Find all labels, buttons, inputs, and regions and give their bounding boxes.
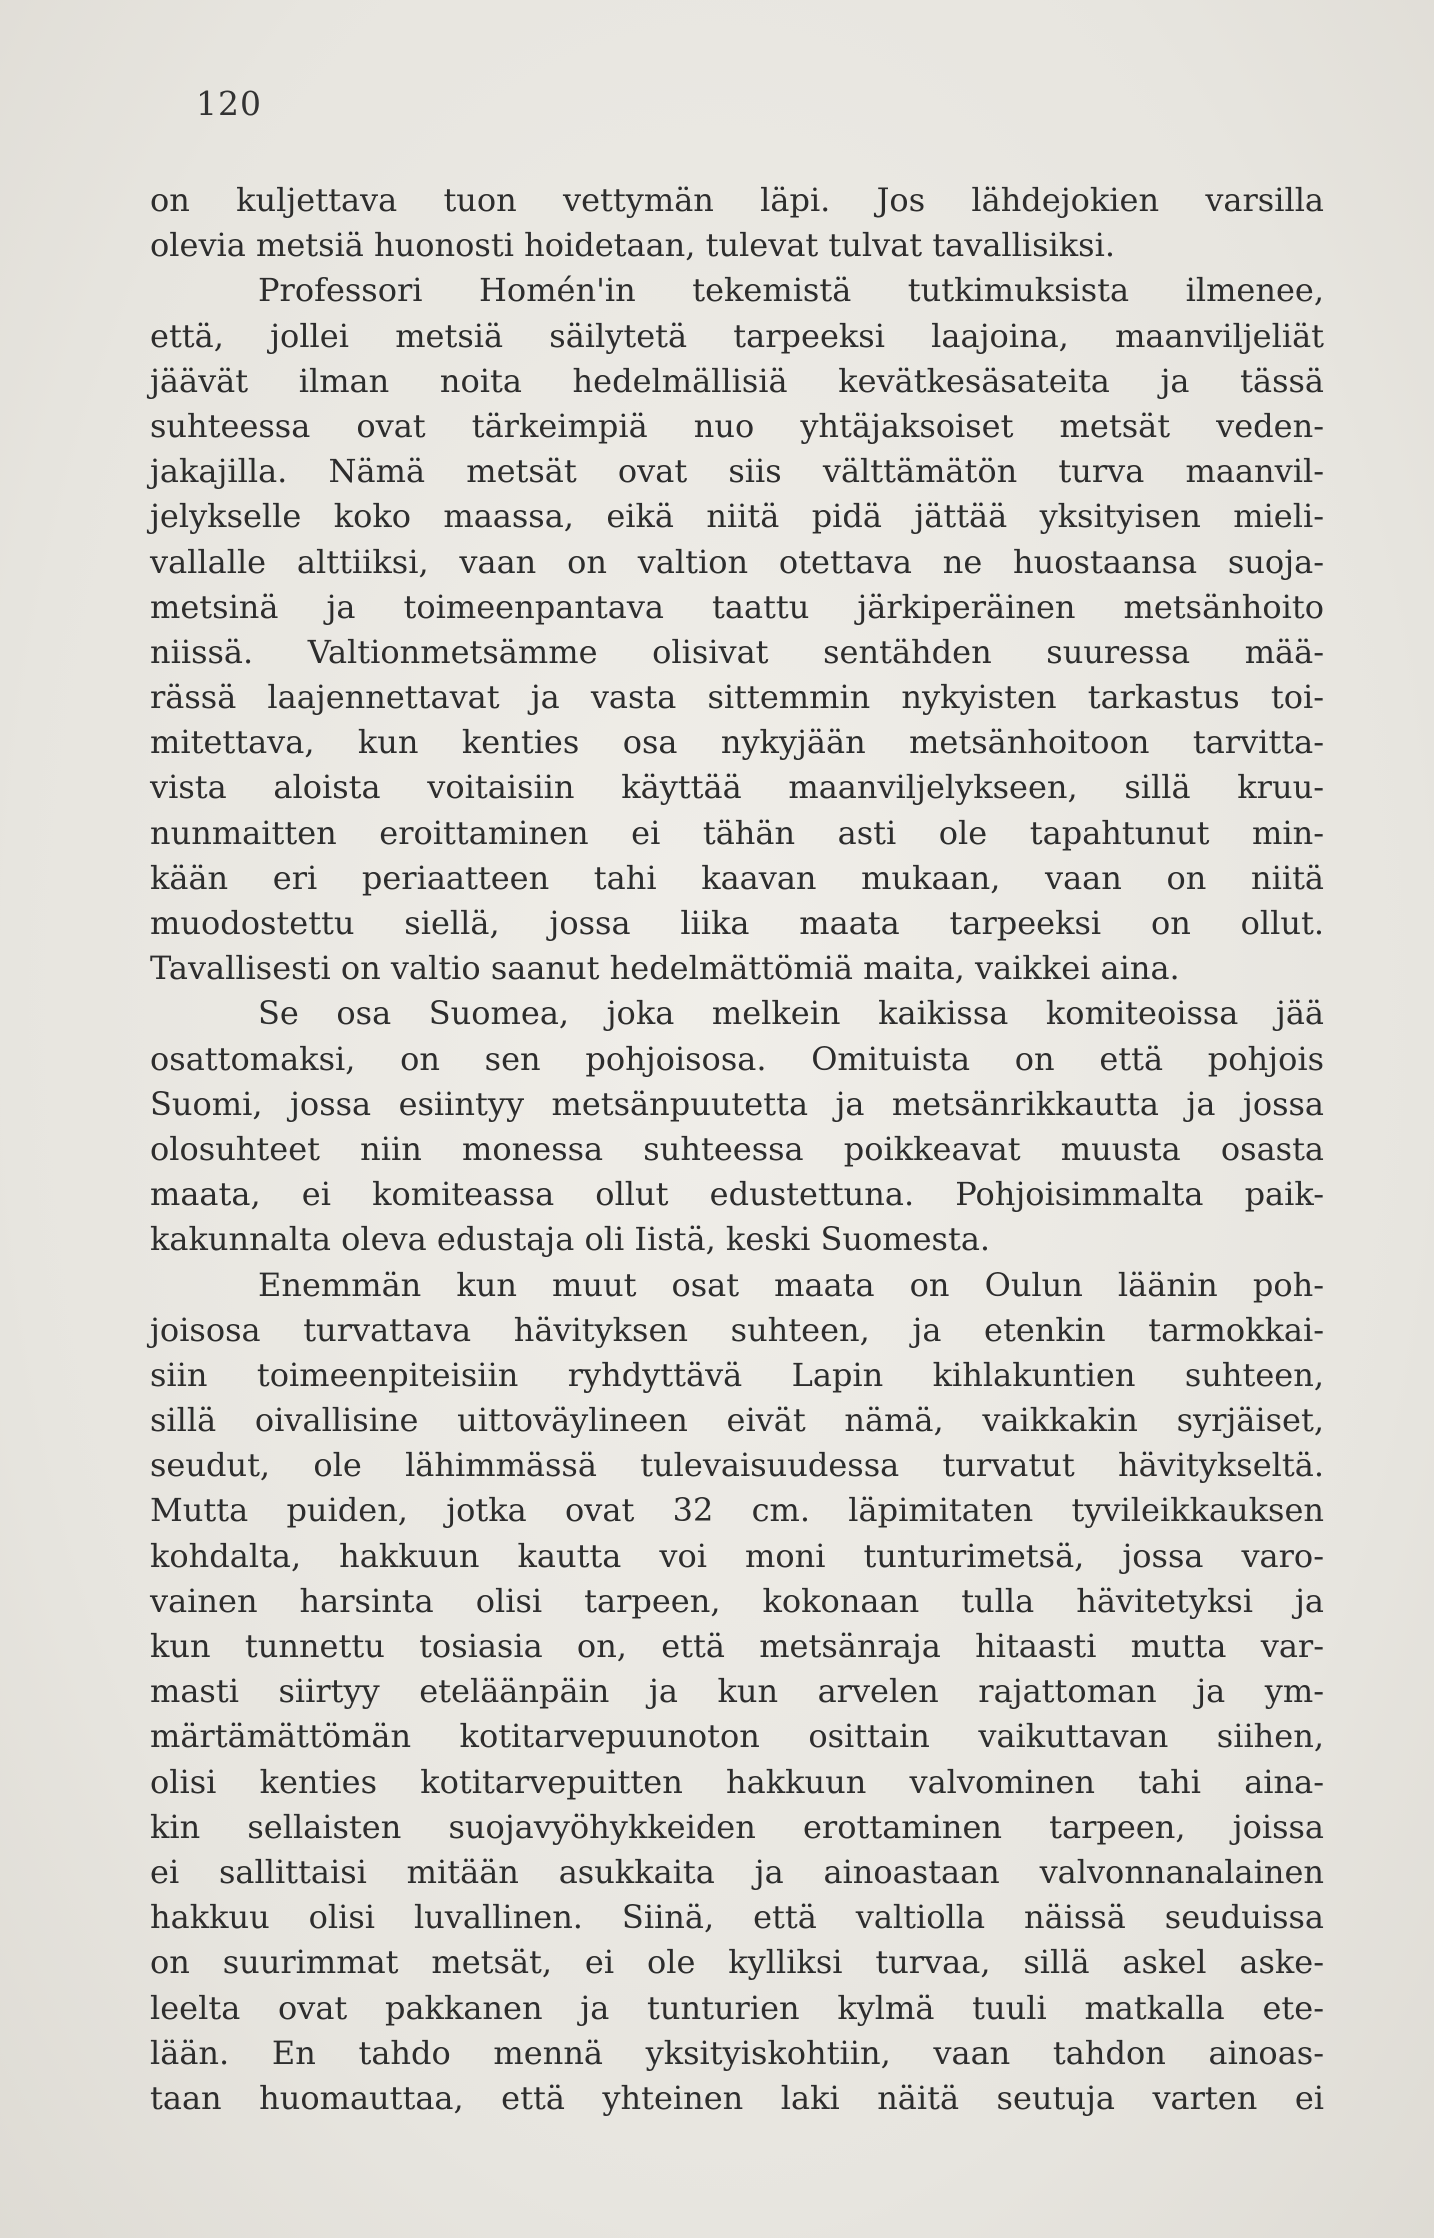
text-line: kakunnalta oleva edustaja oli Iistä, keski Suomesta. — [150, 1220, 991, 1259]
text-line: märtämättömän kotitarvepuunoton osittain vaikuttavan siihen, — [150, 1717, 1324, 1756]
text-line: on kuljettava tuon vettymän läpi. Jos lähdejokien varsilla — [150, 181, 1324, 219]
text-line: vallalle alttiiksi, vaan on valtion otettava ne huostaansa suoja- — [150, 542, 1324, 581]
text-line: maata, ei komiteassa ollut edustettuna. Pohjoisimmalta paik- — [150, 1175, 1324, 1214]
text-line: olevia metsiä huonosti hoidetaan, tulevat tulvat tavallisiksi. — [150, 226, 1115, 265]
text-line: mitettava, kun kenties osa nykyjään metsänhoitoon tarvitta- — [150, 723, 1324, 762]
text-line: rässä laajennettavat ja vasta sittemmin nykyisten tarkastus toi- — [150, 678, 1324, 717]
page-number: 120 — [196, 84, 262, 123]
text-line: Suomi, jossa esiintyy metsänpuutetta ja metsänrikkautta ja jossa — [150, 1084, 1324, 1123]
text-line: nunmaitten eroittaminen ei tähän asti ole tapahtunut min- — [150, 813, 1324, 852]
text-line: jäävät ilman noita hedelmällisiä kevätkesäsateita ja tässä — [150, 361, 1324, 400]
text-line: suhteessa ovat tärkeimpiä nuo yhtäjaksoiset metsät veden- — [150, 406, 1324, 445]
text-line: on suurimmat metsät, ei ole kylliksi turvaa, sillä askel aske- — [150, 1943, 1324, 1982]
text-line: olosuhteet niin monessa suhteessa poikkeavat muusta osasta — [150, 1129, 1324, 1168]
paragraph-start-line: Enemmän kun muut osat maata on Oulun läänin poh- — [258, 1265, 1324, 1304]
text-line: joisosa turvattava hävityksen suhteen, ja etenkin tarmokkai- — [150, 1310, 1324, 1349]
text-line: kään eri periaatteen tahi kaavan mukaan, vaan on niitä — [150, 858, 1324, 897]
text-line: metsinä ja toimeenpantava taattu järkiperäinen metsänhoito — [150, 587, 1324, 626]
text-line: Tavallisesti on valtio saanut hedelmättömiä maita, vaikkei aina. — [150, 949, 1180, 988]
text-line: vainen harsinta olisi tarpeen, kokonaan tulla hävitetyksi ja — [150, 1581, 1324, 1620]
text-line: osattomaksi, on sen pohjoisosa. Omituista on että pohjois — [150, 1039, 1324, 1078]
text-line: kun tunnettu tosiasia on, että metsänraja hitaasti mutta var- — [150, 1627, 1324, 1665]
text-line: taan huomauttaa, että yhteinen laki näitä seutuja varten ei — [150, 2078, 1324, 2117]
text-line: jakajilla. Nämä metsät ovat siis välttämätön turva maanvil- — [150, 452, 1324, 491]
text-line: hakkuu olisi luvallinen. Siinä, että valtiolla näissä seuduissa — [150, 1898, 1324, 1937]
text-line: vista aloista voitaisiin käyttää maanviljelykseen, sillä kruu- — [150, 768, 1324, 807]
text-line: masti siirtyy eteläänpäin ja kun arvelen rajattoman ja ym- — [150, 1672, 1324, 1711]
text-line: niissä. Valtionmetsämme olisivat sentähden suuressa mää- — [150, 632, 1324, 671]
text-line: seudut, ole lähimmässä tulevaisuudessa turvatut hävitykseltä. — [150, 1446, 1324, 1485]
text-line: että, jollei metsiä säilytetä tarpeeksi laajoina, maanviljeliät — [150, 316, 1324, 355]
text-line: leelta ovat pakkanen ja tunturien kylmä tuuli matkalla ete- — [150, 1988, 1324, 2027]
text-line: kohdalta, hakkuun kautta voi moni tunturimetsä, jossa varo- — [150, 1536, 1324, 1575]
text-line: lään. En tahdo mennä yksityiskohtiin, vaan tahdon ainoas- — [150, 2033, 1324, 2072]
text-line: jelykselle koko maassa, eikä niitä pidä jättää yksityisen mieli- — [150, 497, 1324, 536]
text-line: sillä oivallisine uittoväylineen eivät nämä, vaikkakin syrjäiset, — [150, 1401, 1324, 1440]
text-line: muodostettu siellä, jossa liika maata tarpeeksi on ollut. — [150, 904, 1324, 942]
paragraph-start-line: Se osa Suomea, joka melkein kaikissa komiteoissa jää — [258, 994, 1324, 1033]
body-text — [150, 178, 1324, 2121]
text-line: kin sellaisten suojavyöhykkeiden erottaminen tarpeen, joissa — [150, 1807, 1324, 1846]
paragraph-start-line: Professori Homén'in tekemistä tutkimuksista ilmenee, — [258, 271, 1324, 310]
text-line: ei sallittaisi mitään asukkaita ja ainoastaan valvonnanalainen — [150, 1852, 1324, 1891]
text-line: Mutta puiden, jotka ovat 32 cm. läpimitaten tyvileikkauksen — [150, 1491, 1324, 1530]
text-line: olisi kenties kotitarvepuitten hakkuun valvominen tahi aina- — [150, 1762, 1324, 1801]
text-line: siin toimeenpiteisiin ryhdyttävä Lapin kihlakuntien suhteen, — [150, 1355, 1324, 1394]
